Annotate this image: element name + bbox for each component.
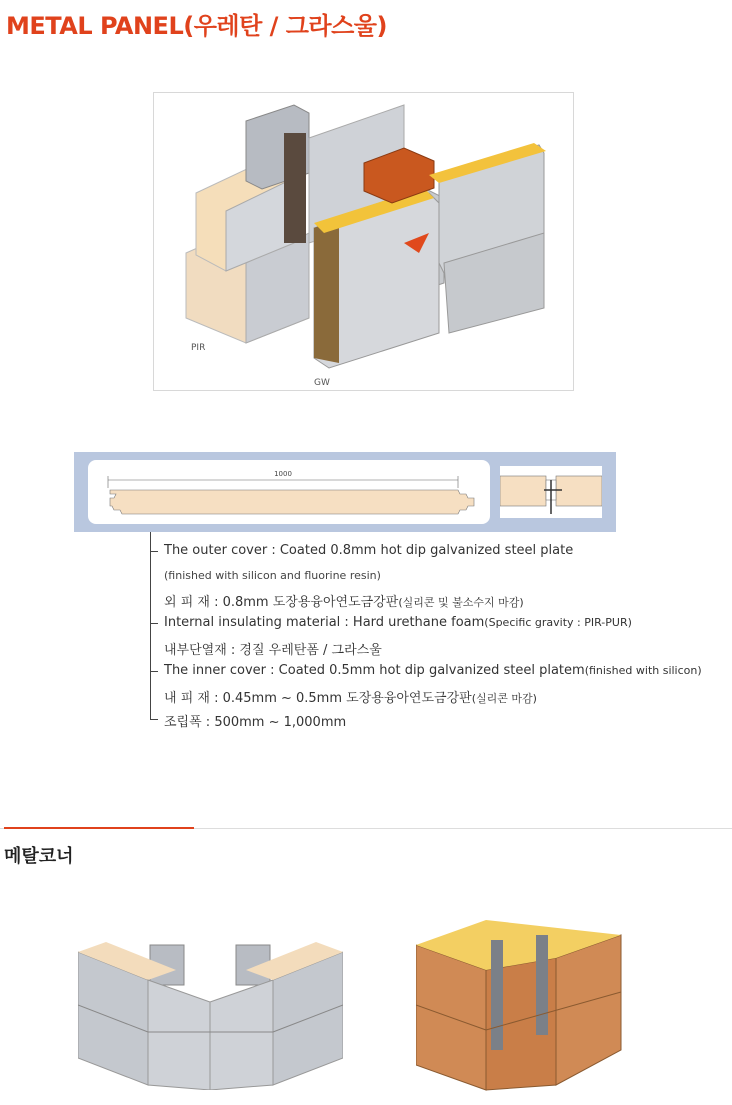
desc-main: 외 피 재 : 0.8mm 도장용융아연도금강판	[164, 595, 399, 610]
desc-main: 조립폭 : 500mm ~ 1,000mm	[164, 715, 347, 730]
insulation-ko	[164, 639, 382, 658]
outer-cover-en	[164, 543, 573, 558]
inner-cover-ko	[164, 687, 537, 706]
joint-detail-drawing	[500, 466, 602, 518]
pir-label: PIR	[191, 343, 206, 353]
spec-diagram	[74, 452, 616, 532]
section-divider-accent	[4, 827, 194, 829]
inner-cover-en	[164, 663, 702, 678]
desc-main: The outer cover : Coated 0.8mm hot dip galvanized steel plate	[164, 543, 574, 558]
outer-cover-note	[164, 569, 381, 582]
desc-main: 내 피 재 : 0.45mm ~ 0.5mm 도장용융아연도금강판	[164, 691, 472, 706]
metal-corner-image	[78, 940, 343, 1094]
bracket-tick	[150, 719, 158, 720]
desc-main: The inner cover : Coated 0.5mm hot dip galvanized steel platem	[164, 663, 585, 678]
desc-note: (Specific gravity : PIR-PUR)	[484, 616, 632, 629]
wood-corner-image	[416, 920, 626, 1099]
dimension-text: 1000	[274, 470, 292, 478]
assembly-width	[164, 711, 346, 730]
insulation-en	[164, 615, 632, 630]
gw-label: GW	[314, 378, 330, 388]
bracket-tick	[150, 671, 158, 672]
desc-main: 내부단열재 : 경질 우레탄폼 / 그라스울	[164, 643, 382, 658]
desc-note: (실리콘 마감)	[471, 692, 537, 705]
desc-main: Internal insulating material : Hard urethane foam	[164, 615, 485, 630]
description-bracket	[150, 532, 151, 720]
section-title: 메탈코너	[4, 846, 74, 867]
page-title: METAL PANEL(우레탄 / 그라스울)	[6, 12, 387, 40]
metal-corner-svg	[78, 940, 343, 1090]
panel-profile-svg	[88, 460, 490, 524]
panel-section-drawing	[88, 460, 490, 524]
desc-note: (실리콘 및 불소수지 마감)	[398, 596, 524, 609]
product-illustration	[153, 92, 574, 391]
bracket-tick	[150, 551, 158, 552]
desc-note: (finished with silicon)	[584, 664, 702, 677]
bracket-tick	[150, 623, 158, 624]
wood-corner-svg	[416, 920, 626, 1095]
joint-detail-svg	[500, 466, 602, 518]
panel-cutaway-image	[154, 93, 573, 390]
outer-cover-ko	[164, 591, 524, 610]
desc-note: (finished with silicon and fluorine resin)	[164, 569, 381, 582]
